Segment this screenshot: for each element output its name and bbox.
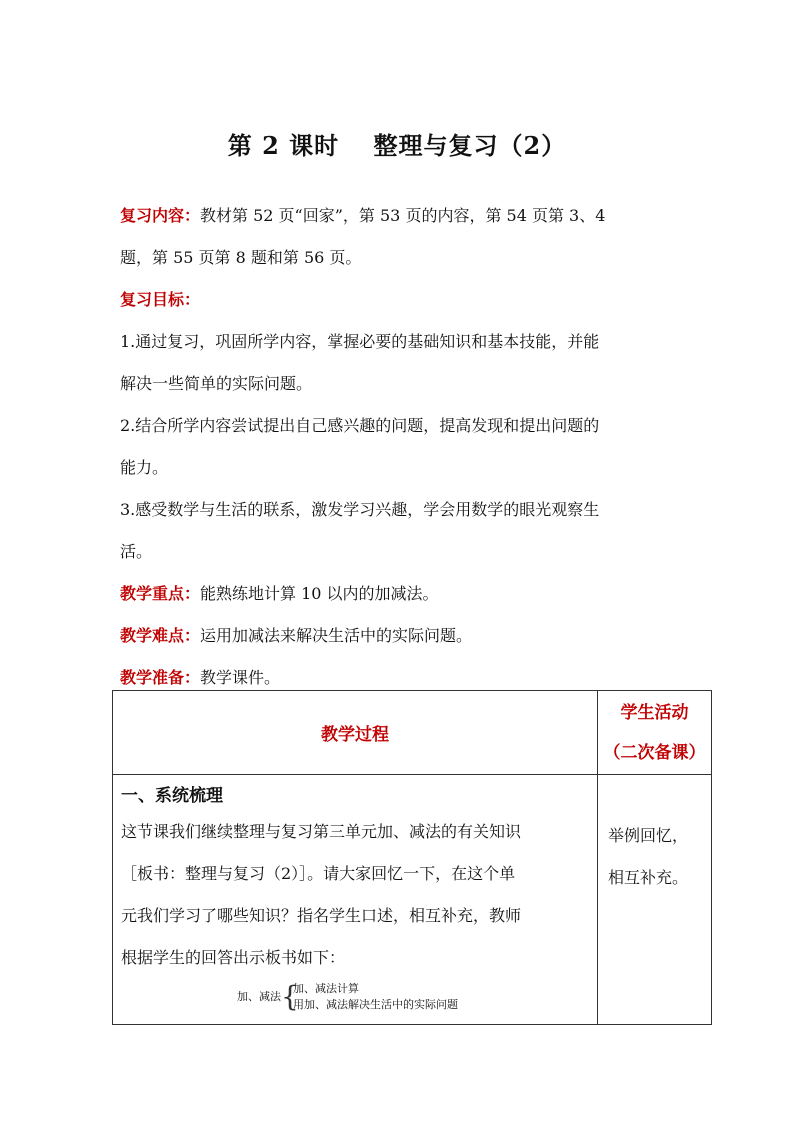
process-cell [113,775,598,1025]
board-diagram [121,979,589,1019]
goal-item-3-line1: 3.感受数学与生活的联系，激发学习兴趣，学会用数学的眼光观察生 [120,500,600,519]
review-content [120,195,680,279]
key-point-label: 教学重点： [120,584,201,603]
header-student-activity-line1: 学生活动 [620,703,689,723]
header-student-activity [598,691,712,775]
process-line-3: 元我们学习了哪些知识？指名学生口述，相互补充，教师 [121,906,522,925]
section-title: 一、系统梳理 [121,786,223,806]
student-activity-cell [598,775,712,1025]
goal-item-2-line2: 能力。 [120,458,169,477]
preparation-label: 教学准备： [120,668,201,687]
lesson-plan-table [112,690,712,1025]
review-content-text-2: 题，第 55 页第 8 题和第 56 页。 [120,248,362,267]
goal-item-1-line1: 1.通过复习，巩固所学内容，掌握必要的基础知识和基本技能，并能 [120,332,600,351]
header-student-activity-line2: （二次备课） [603,743,706,763]
goal-item-1-line2: 解决一些简单的实际问题。 [120,374,313,393]
student-activity-line-1: 举例回忆， [608,826,689,845]
student-activity-line-2: 相互补充。 [608,868,689,887]
goal-item-2-line1: 2.结合所学内容尝试提出自己感兴趣的问题，提高发现和提出问题的 [120,416,600,435]
diagram-branch-1: 加、减法计算 [293,982,359,995]
review-goals-label: 复习目标： [120,290,201,309]
process-line-2: ［板书：整理与复习（2）］。请大家回忆一下，在这个单 [121,864,516,883]
difficulty [120,615,680,657]
diagram-branch-2: 用加、减法解决生活中的实际问题 [293,998,458,1011]
goal-item-3-line2: 活。 [120,542,153,561]
diagram-root: 加、减法 [237,990,281,1003]
review-goals [120,279,680,699]
header-teaching-process: 教学过程 [113,691,598,775]
difficulty-text: 运用加减法来解决生活中的实际问题。 [200,626,473,645]
review-content-label: 复习内容： [120,206,201,225]
process-line-1: 这节课我们继续整理与复习第三单元加、减法的有关知识 [121,822,522,841]
preparation-text: 教学课件。 [200,668,281,687]
key-point-text: 能熟练地计算 10 以内的加减法。 [200,584,439,603]
review-content-text: 教材第 52 页“回家”，第 53 页的内容，第 54 页第 3、4 [200,206,606,225]
difficulty-label: 教学难点： [120,626,201,645]
process-line-4: 根据学生的回答出示板书如下： [121,948,346,967]
brace-icon: { [281,980,299,1013]
key-point [120,573,680,615]
page-title: 第 2 课时 整理与复习（2） [227,131,567,160]
